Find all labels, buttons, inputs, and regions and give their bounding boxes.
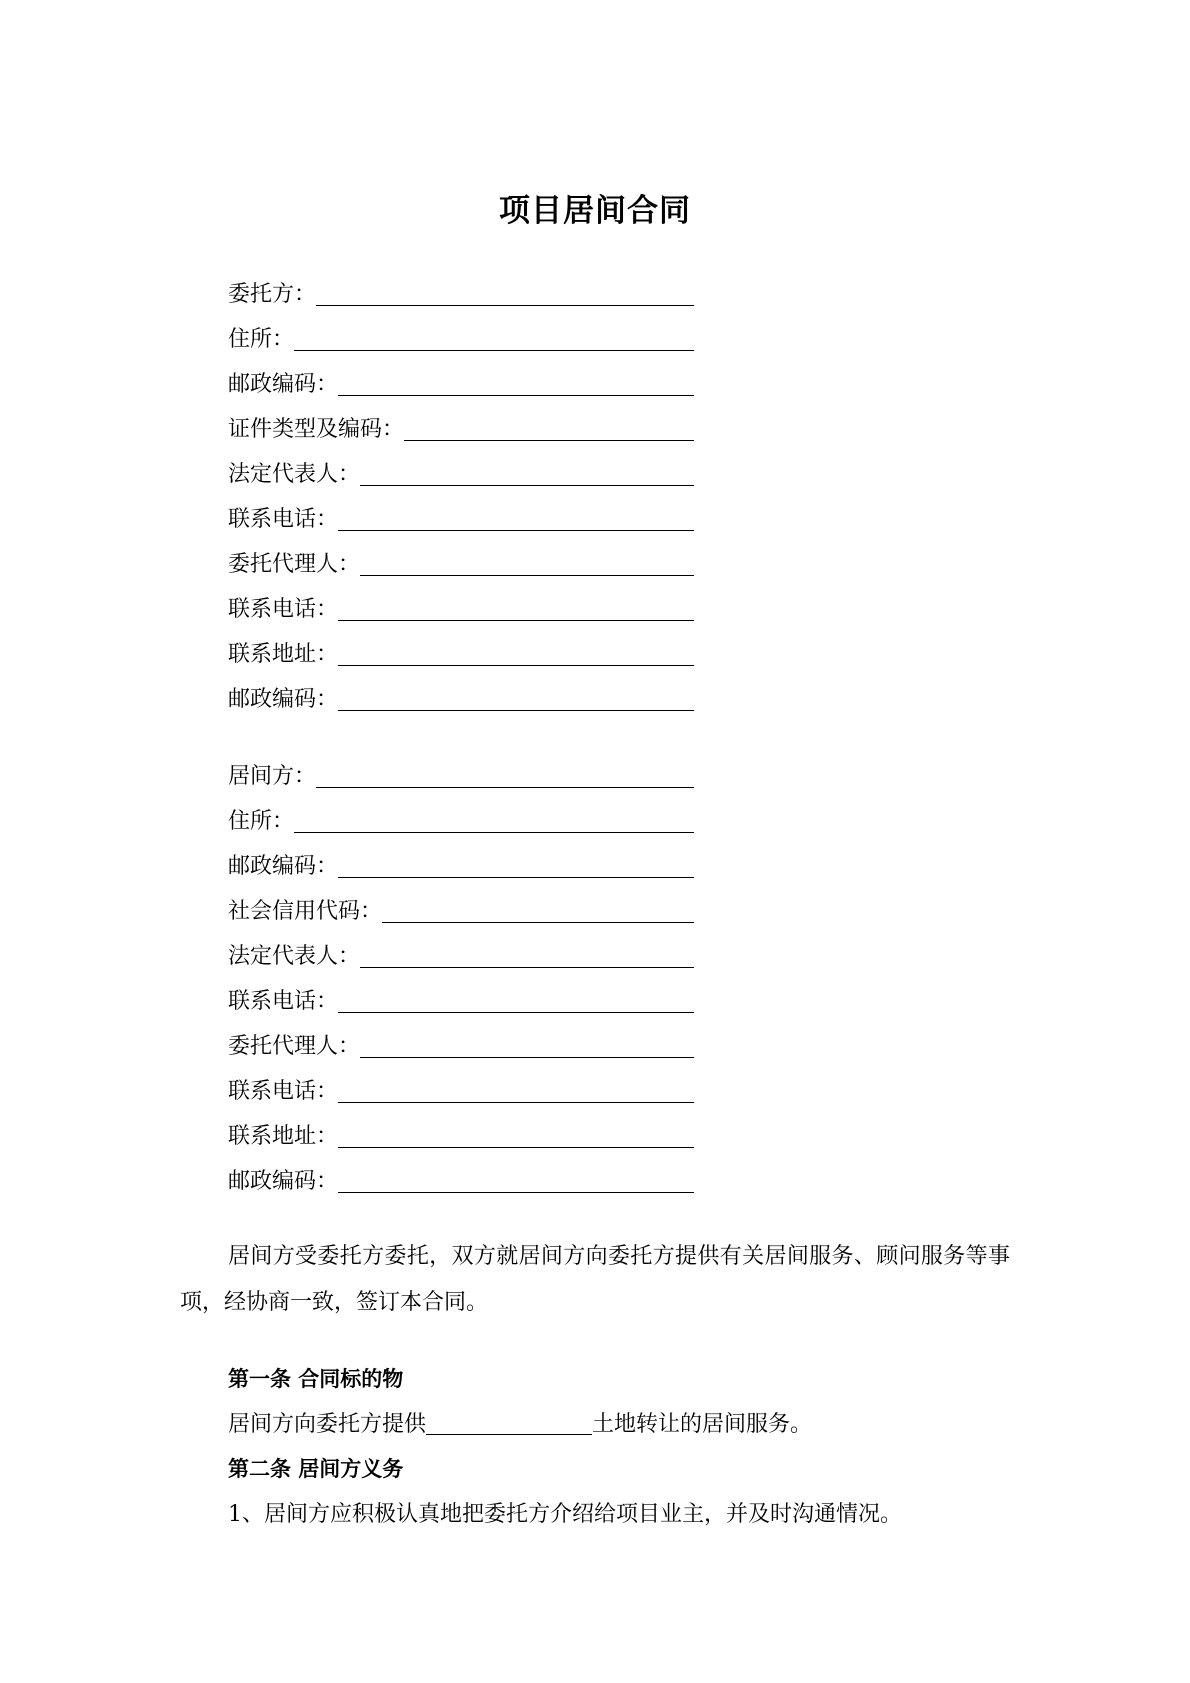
article2-heading: 第二条 居间方义务 xyxy=(228,1457,404,1481)
field-label: 社会信用代码： xyxy=(228,899,383,924)
client-field-row xyxy=(228,535,694,580)
field-label: 委托代理人： xyxy=(228,1034,361,1059)
article1-text-after: 土地转让的居间服务。 xyxy=(592,1412,813,1437)
field-label: 委托代理人： xyxy=(228,552,361,577)
article1-heading: 第一条 合同标的物 xyxy=(228,1367,404,1391)
blank-line xyxy=(404,439,694,441)
client-field-row xyxy=(228,265,694,310)
blank-line xyxy=(360,574,694,576)
blank-line xyxy=(294,349,694,351)
field-label: 证件类型及编码： xyxy=(228,417,405,442)
field-label: 委托方： xyxy=(228,282,317,307)
article1-text xyxy=(228,1410,812,1440)
broker-field-row xyxy=(228,837,694,882)
blank-line xyxy=(426,1412,592,1435)
blank-line xyxy=(338,529,694,531)
broker-field-row xyxy=(228,927,694,972)
broker-field-row xyxy=(228,972,694,1017)
blank-line xyxy=(338,1191,694,1193)
field-label: 邮政编码： xyxy=(228,372,339,397)
blank-line xyxy=(382,921,694,923)
client-field-row xyxy=(228,310,694,355)
client-field-row xyxy=(228,400,694,445)
article1-text-before: 居间方向委托方提供 xyxy=(228,1412,427,1437)
field-label: 邮政编码： xyxy=(228,687,339,712)
client-field-row xyxy=(228,445,694,490)
field-label: 联系电话： xyxy=(228,1079,339,1104)
field-label: 住所： xyxy=(228,327,295,352)
field-label: 联系电话： xyxy=(228,507,339,532)
field-label: 邮政编码： xyxy=(228,854,339,879)
field-label: 居间方： xyxy=(228,764,317,789)
broker-fields xyxy=(228,747,694,1197)
client-field-row xyxy=(228,580,694,625)
blank-line xyxy=(338,619,694,621)
blank-line xyxy=(338,709,694,711)
blank-line xyxy=(338,1146,694,1148)
client-field-row xyxy=(228,355,694,400)
blank-line xyxy=(338,876,694,878)
blank-line xyxy=(338,1101,694,1103)
blank-line xyxy=(316,786,694,788)
broker-field-row xyxy=(228,1017,694,1062)
broker-field-row xyxy=(228,1107,694,1152)
field-label: 联系电话： xyxy=(228,597,339,622)
field-label: 法定代表人： xyxy=(228,944,361,969)
blank-line xyxy=(338,664,694,666)
field-label: 法定代表人： xyxy=(228,462,361,487)
field-label: 邮政编码： xyxy=(228,1169,339,1194)
client-field-row xyxy=(228,490,694,535)
blank-line xyxy=(338,394,694,396)
blank-line xyxy=(294,831,694,833)
field-label: 联系地址： xyxy=(228,642,339,667)
field-label: 联系地址： xyxy=(228,1124,339,1149)
intro-paragraph: 居间方受委托方委托，双方就居间方向委托方提供有关居间服务、顾问服务等事项，经协商一致，签订本合同。 xyxy=(180,1244,1010,1315)
client-fields xyxy=(228,265,694,715)
field-label: 联系电话： xyxy=(228,989,339,1014)
broker-field-row xyxy=(228,747,694,792)
blank-line xyxy=(338,1011,694,1013)
client-field-row xyxy=(228,670,694,715)
client-field-row xyxy=(228,625,694,670)
broker-field-row xyxy=(228,882,694,927)
blank-line xyxy=(360,966,694,968)
blank-line xyxy=(360,1056,694,1058)
broker-field-row xyxy=(228,792,694,837)
document-title: 项目居间合同 xyxy=(499,193,691,229)
article2-item1: 1、居间方应积极认真地把委托方介绍给项目业主，并及时沟通情况。 xyxy=(228,1502,902,1527)
blank-line xyxy=(316,304,694,306)
blank-line xyxy=(360,484,694,486)
broker-field-row xyxy=(228,1062,694,1107)
broker-field-row xyxy=(228,1152,694,1197)
field-label: 住所： xyxy=(228,809,295,834)
